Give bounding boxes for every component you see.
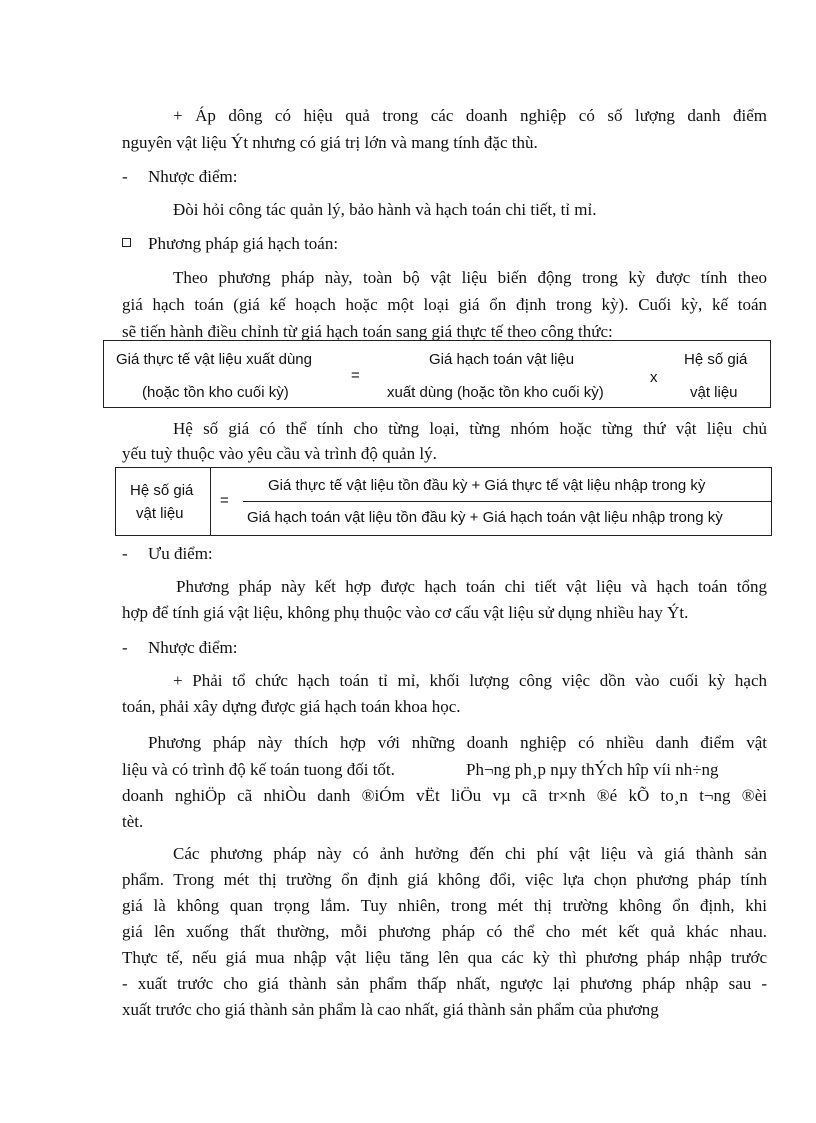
para-line: toán, phải xây dựng được giá hạch toán khoa học. bbox=[122, 697, 461, 716]
fraction-bar bbox=[243, 501, 771, 502]
formula1-left-line1: Giá thực tế vật liệu xuất dùng bbox=[116, 351, 312, 368]
para-line: Hệ số giá có thể tính cho từng loại, từng nhóm hoặc từng thứ vật liệu chủ bbox=[173, 419, 767, 438]
para-line: + Áp dông có hiệu quả trong các doanh nghiệp có số lượng danh điểm bbox=[173, 106, 767, 125]
para-line-garbled: Ph¬ng ph¸p nµy thÝch hîp víi nh÷ng bbox=[466, 760, 719, 779]
formula1-times: x bbox=[650, 369, 658, 386]
formula1-mid-line2: xuất dùng (hoặc tồn kho cuối kỳ) bbox=[387, 384, 604, 401]
para-line-garbled: doanh nghiÖp cã nhiÒu danh ®iÓm vËt liÖu vµ cã tr×nh ®é kÕ to¸n t¬ng ®èi bbox=[122, 786, 767, 805]
para-line: nguyên vật liệu Ýt nhưng có giá trị lớn và mang tính đặc thù. bbox=[122, 133, 538, 152]
para-line: - xuất trước cho giá thành sản phẩm thấp nhất, ngược lại phương pháp nhập sau - bbox=[122, 974, 767, 993]
heading-nhuoc-diem: Nhược điểm: bbox=[148, 638, 238, 657]
para-line: phẩm. Trong mét thị trường ổn định giá không đổi, việc lựa chọn phương pháp tính bbox=[122, 870, 767, 889]
para-line: hợp để tính giá vật liệu, không phụ thuộc vào cơ cấu vật liệu sử dụng nhiều hay Ýt. bbox=[122, 603, 689, 622]
para-line: yếu tuỳ thuộc vào yêu cầu và trình độ quản lý. bbox=[122, 444, 437, 463]
formula1-mid-line1: Giá hạch toán vật liệu bbox=[429, 351, 575, 368]
formula2-divider bbox=[210, 468, 211, 535]
formula-box-2 bbox=[115, 467, 772, 536]
para-line: + Phải tổ chức hạch toán tỉ mỉ, khối lượng công việc dồn vào cuối kỳ hạch bbox=[173, 671, 767, 690]
formula2-left-line2: vật liệu bbox=[136, 505, 184, 522]
para-line-garbled: tèt. bbox=[122, 812, 144, 831]
para-line: Phương pháp này kết hợp được hạch toán chi tiết vật liệu và hạch toán tổng bbox=[176, 577, 767, 596]
para-line: Theo phương pháp này, toàn bộ vật liệu biến động trong kỳ được tính theo bbox=[173, 268, 767, 287]
square-bullet-icon bbox=[122, 234, 131, 254]
formula1-left-line2: (hoặc tồn kho cuối kỳ) bbox=[142, 384, 289, 401]
bullet-dash: - bbox=[122, 544, 128, 563]
formula2-left-line1: Hệ số giá bbox=[130, 482, 194, 499]
formula2-denominator: Giá hạch toán vật liệu tồn đầu kỳ + Giá hạch toán vật liệu nhập trong kỳ bbox=[247, 509, 723, 526]
para-line: giá hạch toán (giá kế hoạch hoặc một loại giá ổn định trong kỳ). Cuối kỳ, kế toán bbox=[122, 295, 767, 314]
para-line: Đòi hỏi công tác quản lý, bảo hành và hạch toán chi tiết, tỉ mỉ. bbox=[173, 200, 597, 219]
formula1-right-line1: Hệ số giá bbox=[684, 351, 748, 368]
para-line: giá lên xuống thất thường, mỗi phương pháp có thể cho mét kết quả khác nhau. bbox=[122, 922, 767, 941]
heading-nhuoc-diem: Nhược điểm: bbox=[148, 167, 238, 186]
bullet-dash: - bbox=[122, 167, 128, 186]
formula2-numerator: Giá thực tế vật liệu tồn đầu kỳ + Giá thực tế vật liệu nhập trong kỳ bbox=[268, 477, 706, 494]
para-line: liệu và có trình độ kế toán tuong đối tốt. bbox=[122, 760, 395, 779]
formula1-equals: = bbox=[351, 367, 360, 384]
para-line: Phương pháp này thích hợp với những doanh nghiệp có nhiều danh điểm vật bbox=[148, 733, 767, 752]
heading-uu-diem: Ưu điểm: bbox=[148, 544, 213, 563]
formula-box-1 bbox=[103, 340, 771, 408]
para-line: sẽ tiến hành điều chỉnh từ giá hạch toán sang giá thực tế theo công thức: bbox=[122, 322, 613, 341]
formula2-equals: = bbox=[220, 492, 229, 509]
formula1-right-line2: vật liệu bbox=[690, 384, 738, 401]
bullet-dash: - bbox=[122, 638, 128, 657]
para-line: Các phương pháp này có ảnh hưởng đến chi phí vật liệu và giá thành sản bbox=[173, 844, 767, 863]
para-line: xuất trước cho giá thành sản phẩm là cao nhất, giá thành sản phẩm của phương bbox=[122, 1000, 659, 1019]
para-line: Thực tế, nếu giá mua nhập vật liệu tăng lên qua các kỳ thì phương pháp nhập trước bbox=[122, 948, 767, 967]
heading-pp-gia-hach-toan: Phương pháp giá hạch toán: bbox=[148, 234, 339, 253]
para-line: giá là không quan trọng lắm. Tuy nhiên, trong mét thị trường không ổn định, khi bbox=[122, 896, 767, 915]
